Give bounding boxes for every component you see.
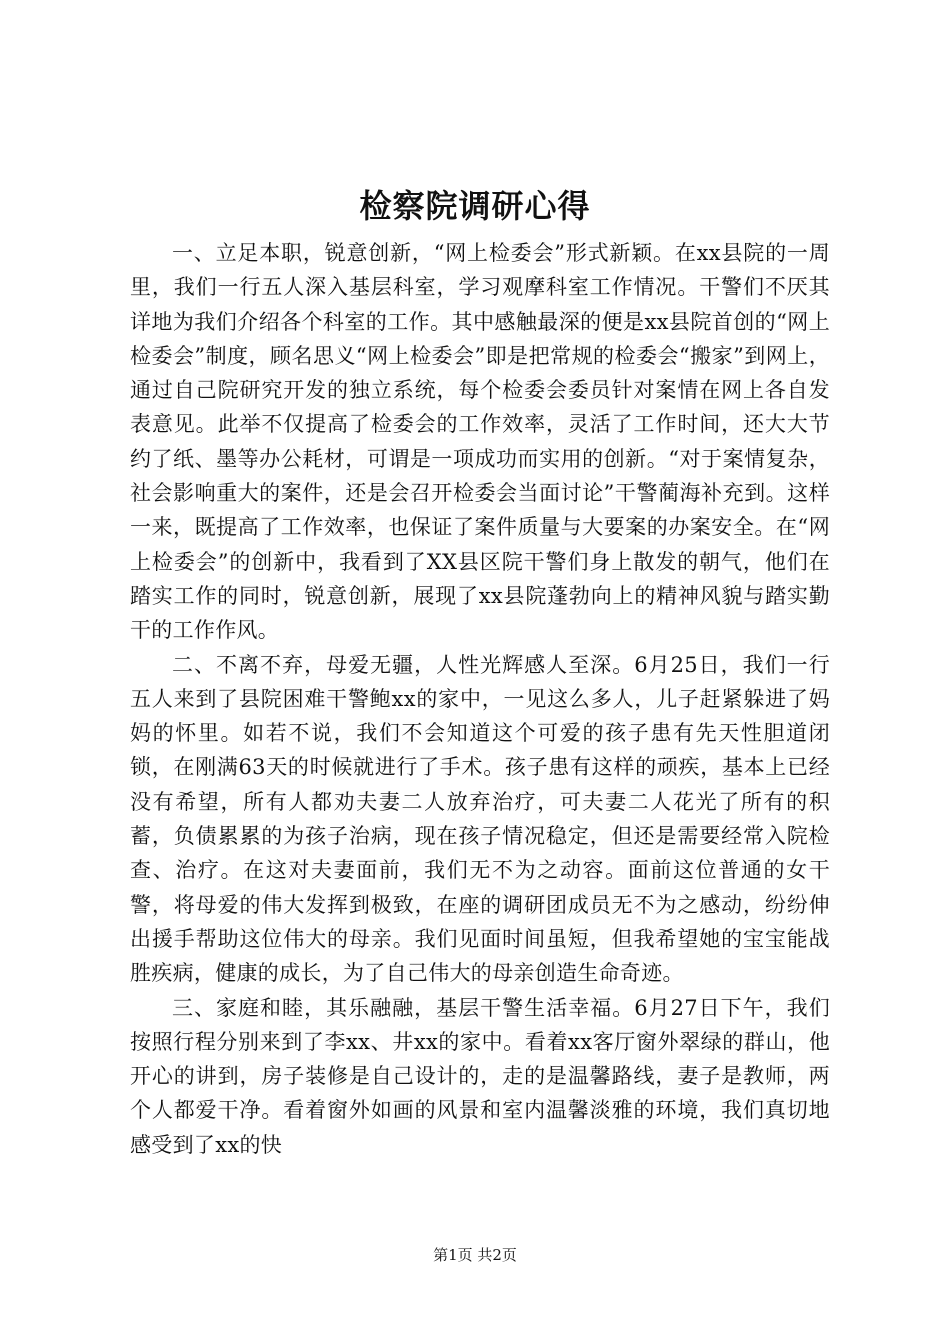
paragraph-1: 一、立足本职，锐意创新，“网上检委会”形式新颖。在xx县院的一周里，我们一行五人深入基层科室，学习观摩科室工作情况。干警们不厌其详地为我们介绍各个科室的工作。其中感触最深的便是xx县院首创的“网上检委会”制度，顾名思义“网上检委会”即是把常规的检委会“搬家”到网上，通过自己院研究开发的独立系统，每个检委会委员针对案情在网上各自发表意见。此举不仅提高了检委会的工作效率，灵活了工作时间，还大大节约了纸、墨等办公耗材，可谓是一项成功而实用的创新。“对于案情复杂，社会影响重大的案件，还是会召开检委会当面讨论”干警蔺海补充到。这样一来，既提高了工作效率，也保证了案件质量与大要案的办案安全。在“网上检委会”的创新中，我看到了XX县区院干警们身上散发的朝气，他们在踏实工作的同时，锐意创新，展现了xx县院蓬勃向上的精神风貌与踏实勤干的工作作风。 [130,241,830,643]
document-body [130,236,830,1162]
paragraph-3: 三、家庭和睦，其乐融融，基层干警生活幸福。6月27日下午，我们按照行程分别来到了李xx、井xx的家中。看着xx客厅窗外翠绿的群山，他开心的讲到，房子装修是自己设计的，走的是温馨路线，妻子是教师，两个人都爱干净。看着窗外如画的风景和室内温馨淡雅的环境，我们真切地感受到了xx的快 [130,995,830,1157]
page-number-footer: 第1页 共2页 [433,1246,517,1264]
page-title: 检察院调研心得 [359,187,591,225]
paragraph-2: 二、不离不弃，母爱无疆，人性光辉感人至深。6月25日，我们一行五人来到了县院困难干警鲍xx的家中，一见这么多人，儿子赶紧躲进了妈妈的怀里。如若不说，我们不会知道这个可爱的孩子患有先天性胆道闭锁，在刚满63天的时候就进行了手术。孩子患有这样的顽疾，基本上已经没有希望，所有人都劝夫妻二人放弃治疗，可夫妻二人花光了所有的积蓄，负债累累的为孩子治病，现在孩子情况稳定，但还是需要经常入院检查、治疗。在这对夫妻面前，我们无不为之动容。面前这位普通的女干警，将母爱的伟大发挥到极致，在座的调研团成员无不为之感动，纷纷伸出援手帮助这位伟大的母亲。我们见面时间虽短，但我希望她的宝宝能战胜疾病，健康的成长，为了自己伟大的母亲创造生命奇迹。 [130,652,830,986]
